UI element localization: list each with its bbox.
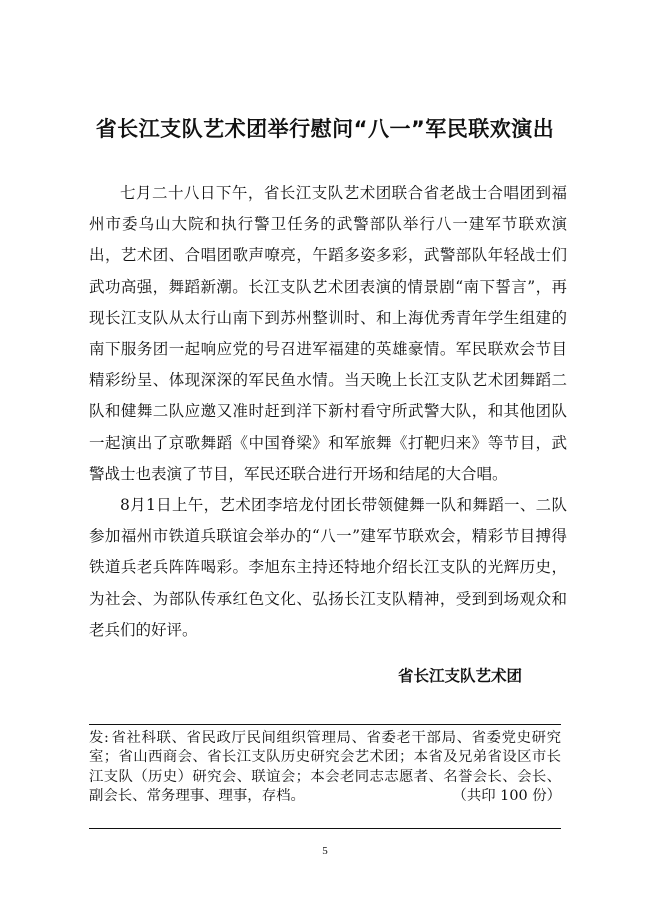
divider-top [89,724,561,725]
distribution-text: 省社科联、省民政厅民间组织管理局、省委老干部局、省委党史研究室；省山西商会、省长江支队历史研究会艺术团；本省及兄弟省设区市长江支队（历史）研究会、联谊会；本会老同志志愿者、名誉会长、会长、副会长、常务理事、理事，存档。 [89,730,561,805]
distribution-label: 发: [89,730,109,746]
distribution-list [89,729,561,807]
document-title: 省长江支队艺术团举行慰问“八一”军民联欢演出 [95,117,555,141]
document-body [89,178,567,646]
signature: 省长江支队艺术团 [398,667,523,685]
divider-bottom [89,828,561,829]
page-number: 5 [322,845,328,857]
copies-count: （共印 100 份） [452,788,561,805]
paragraph-1: 七月二十八日下午，省长江支队艺术团联合省老战士合唱团到福州市委乌山大院和执行警卫任务的武警部队举行八一建军节联欢演出，艺术团、合唱团歌声嘹亮，午蹈多姿多彩，武警部队年轻战士们武功高强，舞蹈新潮。长江支队艺术团表演的情景剧“南下誓言”，再现长江支队从太行山南下到苏州整训时、和上海优秀青年学生组建的南下服务团一起响应党的号召进军福建的英雄豪情。军民联欢会节目精彩纷呈、体现深深的军民鱼水情。当天晚上长江支队艺术团舞蹈二队和健舞二队应邀又准时赶到洋下新村看守所武警大队，和其他团队一起演出了京歌舞蹈《中国脊梁》和军旅舞《打靶归来》等节目，武警战士也表演了节目，军民还联合进行开场和结尾的大合唱。 [89,184,567,483]
paragraph-2: 8月1日上午，艺术团李培龙付团长带领健舞一队和舞蹈一、二队参加福州市铁道兵联谊会举办的“八一”建军节联欢会，精彩节目搏得铁道兵老兵阵阵喝彩。李旭东主持还特地介绍长江支队的光辉历史，为社会、为部队传承红色文化、弘扬长江支队精神，受到到场观众和老兵们的好评。 [89,496,567,639]
